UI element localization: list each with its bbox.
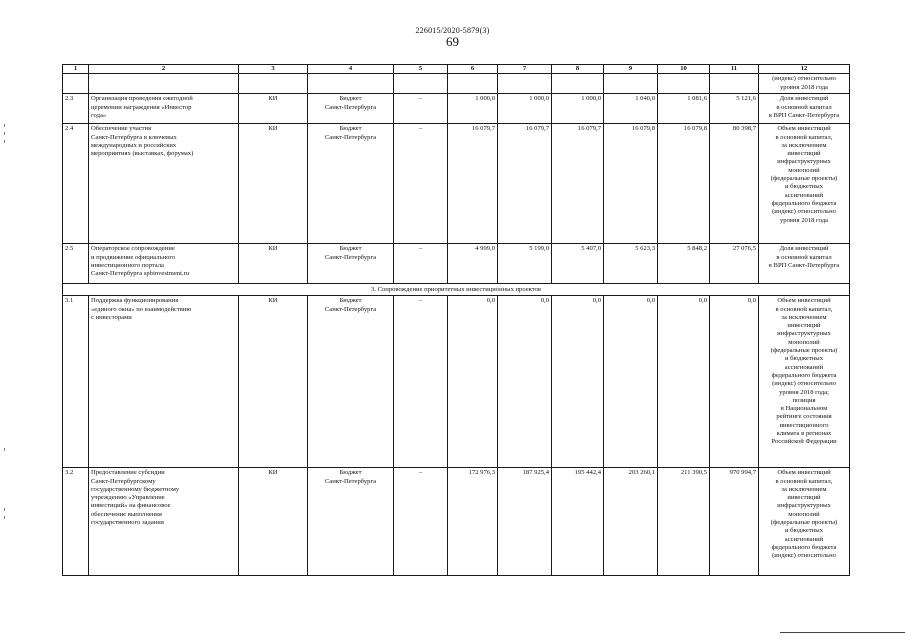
- indicator-text: Объем инвестиций в основной капитал, за исключением инвестиций инфраструктурных монополий (федеральные проекты) и бюджетных ассигнований федерального бюджета (индекс) относительно: [759, 468, 850, 576]
- section-title: 3. Сопровождение приоритетных инвестиционных проектов: [63, 284, 850, 296]
- value-year-2: 5 199,0: [498, 244, 552, 284]
- column-number-row: [63, 65, 850, 74]
- value-total: 27 076,5: [710, 244, 759, 284]
- funding-source: Бюджет Санкт-Петербурга: [308, 296, 394, 468]
- value-total: 80 398,7: [710, 124, 759, 244]
- indicator-text: Доля инвестиций в основной капитал в ВРП Санкт-Петербурга: [759, 244, 850, 284]
- row-number: 2.5: [63, 244, 89, 284]
- period-dash: –: [394, 94, 448, 124]
- table-row: [63, 244, 850, 284]
- document-number: 226015/2020-5879(3): [415, 26, 490, 35]
- period-dash: –: [394, 124, 448, 244]
- column-number: 3: [239, 65, 308, 74]
- table-row: [63, 468, 850, 576]
- value-year-3: 5 407,0: [552, 244, 604, 284]
- page-number: 69: [446, 34, 459, 49]
- value-year-2: 187 925,4: [498, 468, 552, 576]
- row-number: 2.4: [63, 124, 89, 244]
- funding-source: Бюджет Санкт-Петербурга: [308, 468, 394, 576]
- executor: КИ: [239, 94, 308, 124]
- carry-over-row: [63, 74, 850, 94]
- value-year-1: 1 000,0: [448, 94, 498, 124]
- value-year-4: 5 623,3: [604, 244, 658, 284]
- executor: КИ: [239, 244, 308, 284]
- activity-name: Предоставление субсидии Санкт-Петербургскому государственному бюджетному учреждению «Управление инвестиций» на финансовое обеспечение выполнения государственного задания: [89, 468, 239, 576]
- column-number: 9: [604, 65, 658, 74]
- funding-source: Бюджет Санкт-Петербурга: [308, 94, 394, 124]
- value-year-1: 0,0: [448, 296, 498, 468]
- value-year-5: 1 081,6: [658, 94, 710, 124]
- executor: КИ: [239, 296, 308, 468]
- value-year-4: 1 040,0: [604, 94, 658, 124]
- activity-name: Обеспечение участия Санкт-Петербурга в ключевых международных и российских мероприятиях (выставках, форумах): [89, 124, 239, 244]
- period-dash: –: [394, 468, 448, 576]
- value-year-4: 16 079,8: [604, 124, 658, 244]
- value-year-3: 16 079,7: [552, 124, 604, 244]
- row-number: 2.3: [63, 94, 89, 124]
- value-year-5: 5 848,2: [658, 244, 710, 284]
- value-year-1: 16 079,7: [448, 124, 498, 244]
- period-dash: –: [394, 244, 448, 284]
- activity-name: Поддержка функционирования «единого окна» по взаимодействию с инвесторами: [89, 296, 239, 468]
- section-header-row: [63, 284, 850, 296]
- activity-name: Организация проведения ежегодной церемонии награждения «Инвестор года»: [89, 94, 239, 124]
- column-number: 10: [658, 65, 710, 74]
- value-year-4: 203 260,1: [604, 468, 658, 576]
- column-number: 1: [63, 65, 89, 74]
- table-row: [63, 296, 850, 468]
- column-number: 5: [394, 65, 448, 74]
- column-number: 11: [710, 65, 759, 74]
- value-year-2: 1 000,0: [498, 94, 552, 124]
- column-number: 7: [498, 65, 552, 74]
- column-number: 4: [308, 65, 394, 74]
- row-number: 3.2: [63, 468, 89, 576]
- column-number: 8: [552, 65, 604, 74]
- executor: КИ: [239, 124, 308, 244]
- funding-source: Бюджет Санкт-Петербурга: [308, 124, 394, 244]
- value-total: 5 121,6: [710, 94, 759, 124]
- period-dash: –: [394, 296, 448, 468]
- value-year-3: 1 000,0: [552, 94, 604, 124]
- value-year-3: 0,0: [552, 296, 604, 468]
- value-year-1: 4 999,0: [448, 244, 498, 284]
- carry-over-indicator: (индекс) относительно уровня 2018 года: [759, 74, 850, 94]
- value-total: 0,0: [710, 296, 759, 468]
- row-number: 3.1: [63, 296, 89, 468]
- activity-name: Операторское сопровождение и продвижение официального инвестиционного портала Санкт-Петербурга spbinvestment.ru: [89, 244, 239, 284]
- value-year-5: 0,0: [658, 296, 710, 468]
- value-year-5: 16 079,8: [658, 124, 710, 244]
- column-number: 2: [89, 65, 239, 74]
- value-year-1: 172 976,3: [448, 468, 498, 576]
- executor: КИ: [239, 468, 308, 576]
- column-number: 6: [448, 65, 498, 74]
- indicator-text: Доля инвестиций в основной капитал в ВРП Санкт-Петербурга: [759, 94, 850, 124]
- column-number: 12: [759, 65, 850, 74]
- value-year-2: 0,0: [498, 296, 552, 468]
- value-year-2: 16 079,7: [498, 124, 552, 244]
- indicator-text: Объем инвестиций в основной капитал, за исключением инвестиций инфраструктурных монополий (федеральные проекты) и бюджетных ассигнований федерального бюджета (индекс) относительно уровня 2018 года; позиция в Национальном рейтинге состояния инвестиционного климата в регионах Российской Федерации: [759, 296, 850, 468]
- value-year-4: 0,0: [604, 296, 658, 468]
- value-total: 970 994,7: [710, 468, 759, 576]
- indicator-text: Объем инвестиций в основной капитал, за исключением инвестиций инфраструктурных монополий (федеральные проекты) и бюджетных ассигнований федерального бюджета (индекс) относительно уровня 2018 года: [759, 124, 850, 244]
- value-year-3: 195 442,4: [552, 468, 604, 576]
- value-year-5: 211 390,5: [658, 468, 710, 576]
- funding-source: Бюджет Санкт-Петербурга: [308, 244, 394, 284]
- table-row: [63, 94, 850, 124]
- program-activities-table: [62, 64, 850, 576]
- table-row: [63, 124, 850, 244]
- footer-rule: [780, 632, 905, 633]
